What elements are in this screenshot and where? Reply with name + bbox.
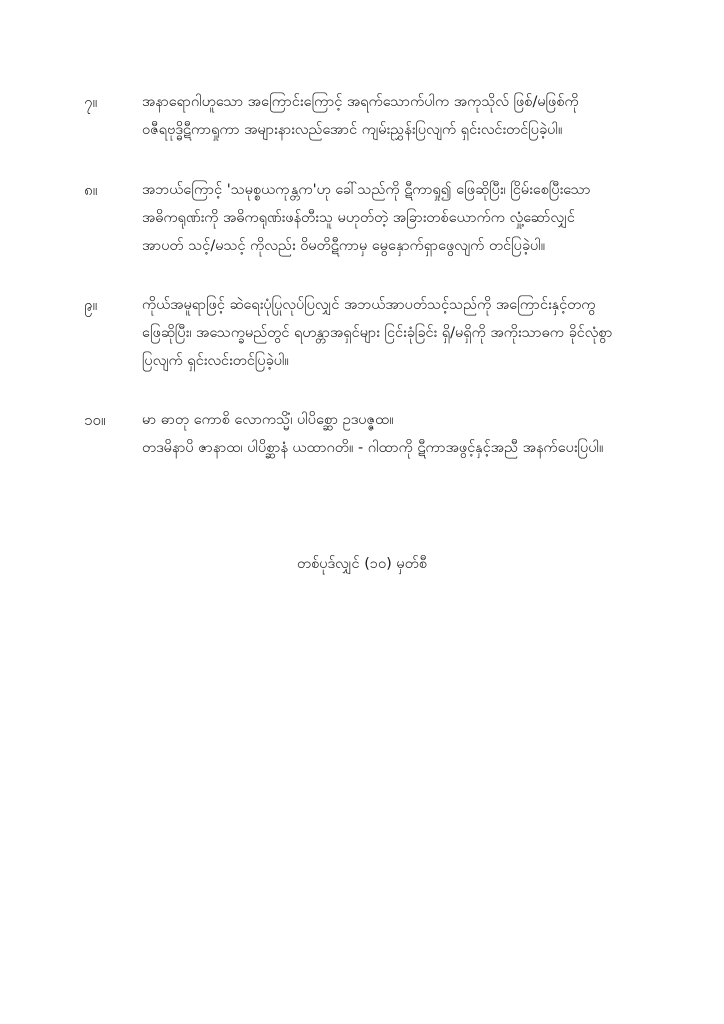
question-number: ၉။ — [84, 296, 97, 314]
question-line: ကိုယ်အမူရာဖြင့် ဆဲရေးပုံပြုလုပ်ပြလျှင် အဘယ်အာပတ်သင့်သည်ကို အကြောင်းနှင့်တကွ — [142, 297, 596, 313]
question-line: အာပတ် သင့်/မသင့် ကိုလည်း ဝိမတိဋီကာမှ မွေနှောက်ရှာဖွေလျက် တင်ပြခဲ့ပါ။ — [142, 238, 546, 254]
question-line: ပြလျက် ရှင်းလင်းတင်ပြခဲ့ပါ။ — [142, 353, 289, 369]
question-8 — [84, 176, 656, 260]
question-number: ၁၀။ — [84, 411, 106, 429]
question-line: အနာရောဂါဟူသော အကြောင်းကြောင့် အရက်သောက်ပါက အကုသိုလ် ဖြစ်/မဖြစ်ကို — [142, 94, 579, 110]
question-line: ဖြေဆိုပြီး၊ အသေက္ခမည်တွင် ရဟန္တာအရှင်များ ငြင်းခုံခြင်း ရှိ/မရှိကို အကိုးသာဓက ခိုင်လုံစွာ — [142, 325, 613, 341]
question-line: မာ ဓာတု ကောစိ လောကသ္မိံ၊ ပါပိစ္ဆော ဥဒပဇ္ဇထ။ — [142, 412, 394, 428]
question-line: ဝဇီရဗုဒ္ဓိဋီကာရှုကာ အများနားလည်အောင် ကျမ်းညွှန်းပြလျက် ရှင်းလင်းတင်ပြခဲ့ပါ။ — [142, 122, 563, 138]
question-text — [142, 406, 656, 462]
question-text — [142, 176, 656, 260]
question-9 — [84, 291, 656, 375]
question-text — [142, 291, 656, 375]
question-text — [142, 88, 656, 144]
question-number: ၈။ — [84, 181, 98, 199]
question-line: တဒမိနာပိ ဇာနာထ၊ ပါပိစ္ဆာနံ ယထာဂတိ။ - ဂါထာကို ဋီကာအဖွင့်နှင့်အညီ အနက်ပေးပြပါ။ — [142, 440, 604, 456]
question-line: အဓိကရုဏ်းကို အဓိကရုဏ်းဖန်တီးသူ မဟုတ်တဲ့ အခြားတစ်ယောက်က လှုံ့ဆော်လျှင် — [142, 210, 575, 226]
question-line: အဘယ်ကြောင့် 'သမုစ္စယကုန္တက'ဟု ခေါ်သည်ကို ဋီကာရှု၍ ဖြေဆိုပြီး၊ ငြိမ်းစေပြီးသော — [142, 182, 591, 198]
question-10 — [84, 406, 656, 462]
question-7 — [84, 88, 656, 144]
marks-note: တစ်ပုဒ်လျှင် (၁၀) မှတ်စီ — [296, 556, 427, 572]
question-number: ၇။ — [84, 93, 97, 111]
